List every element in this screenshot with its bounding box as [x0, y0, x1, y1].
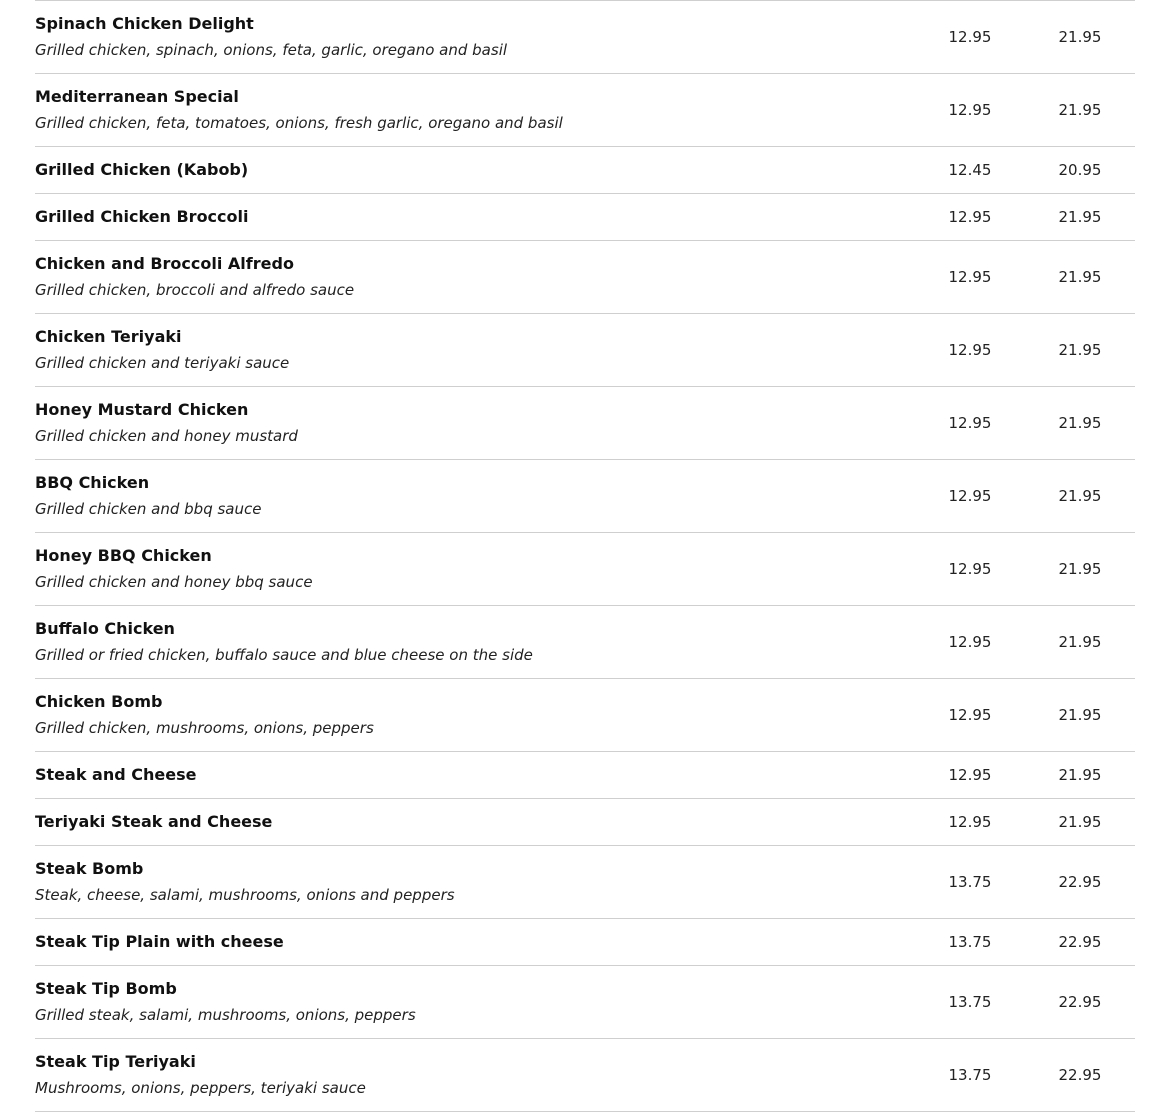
menu-item-price-small: 12.95 — [948, 101, 992, 119]
menu-item-description: Grilled chicken, feta, tomatoes, onions, fresh garlic, oregano and basil — [35, 114, 563, 132]
menu-item-price-large: 21.95 — [1058, 766, 1102, 784]
menu-item-price-large: 22.95 — [1058, 933, 1102, 951]
menu-item-row — [35, 1039, 1135, 1112]
menu-item-row — [35, 74, 1135, 147]
menu-item-price-small: 12.95 — [948, 268, 992, 286]
menu-item-info — [35, 1052, 915, 1098]
menu-item-description: Grilled or fried chicken, buffalo sauce and blue cheese on the side — [35, 646, 533, 664]
menu-item-name: Chicken and Broccoli Alfredo — [35, 254, 294, 273]
menu-item-description: Grilled chicken and teriyaki sauce — [35, 354, 290, 372]
menu-item-description: Grilled chicken, spinach, onions, feta, garlic, oregano and basil — [35, 41, 508, 59]
menu-list — [35, 0, 1135, 1112]
menu-item-row — [35, 460, 1135, 533]
menu-item-info — [35, 932, 915, 952]
menu-item-row — [35, 679, 1135, 752]
menu-item-info — [35, 692, 915, 738]
menu-item-description: Grilled chicken and bbq sauce — [35, 500, 262, 518]
menu-item-price-large: 22.95 — [1058, 993, 1102, 1011]
menu-item-info — [35, 812, 915, 832]
menu-item-info — [35, 400, 915, 446]
menu-item-row — [35, 147, 1135, 194]
menu-item-price-large: 21.95 — [1058, 706, 1102, 724]
menu-item-description: Grilled chicken and honey bbq sauce — [35, 573, 313, 591]
menu-item-name: BBQ Chicken — [35, 473, 150, 492]
menu-item-info — [35, 254, 915, 300]
menu-item-description: Grilled chicken, broccoli and alfredo sauce — [35, 281, 355, 299]
menu-item-name: Chicken Teriyaki — [35, 327, 182, 346]
menu-item-row — [35, 194, 1135, 241]
menu-item-info — [35, 859, 915, 905]
menu-item-info — [35, 546, 915, 592]
menu-item-row — [35, 966, 1135, 1039]
menu-item-name: Mediterranean Special — [35, 87, 239, 106]
menu-item-name: Teriyaki Steak and Cheese — [35, 812, 273, 831]
menu-item-price-small: 13.75 — [948, 933, 992, 951]
menu-item-name: Grilled Chicken (Kabob) — [35, 160, 249, 179]
menu-item-info — [35, 14, 915, 60]
menu-item-row — [35, 752, 1135, 799]
menu-item-description: Mushrooms, onions, peppers, teriyaki sauce — [35, 1079, 366, 1097]
menu-item-price-large: 21.95 — [1058, 414, 1102, 432]
menu-item-name: Buffalo Chicken — [35, 619, 175, 638]
menu-item-price-large: 22.95 — [1058, 1066, 1102, 1084]
menu-item-row — [35, 314, 1135, 387]
menu-item-name: Steak and Cheese — [35, 765, 197, 784]
menu-item-info — [35, 619, 915, 665]
menu-item-info — [35, 327, 915, 373]
menu-item-price-small: 12.95 — [948, 560, 992, 578]
menu-item-price-small: 12.95 — [948, 766, 992, 784]
menu-item-name: Honey Mustard Chicken — [35, 400, 249, 419]
menu-item-price-small: 13.75 — [948, 993, 992, 1011]
menu-item-info — [35, 473, 915, 519]
menu-item-row — [35, 846, 1135, 919]
menu-item-price-large: 21.95 — [1058, 813, 1102, 831]
menu-item-name: Grilled Chicken Broccoli — [35, 207, 249, 226]
menu-item-row — [35, 241, 1135, 314]
menu-item-description: Grilled chicken and honey mustard — [35, 427, 298, 445]
menu-item-row — [35, 919, 1135, 966]
menu-item-price-small: 12.95 — [948, 341, 992, 359]
menu-item-row — [35, 533, 1135, 606]
menu-item-row — [35, 387, 1135, 460]
menu-item-price-large: 21.95 — [1058, 633, 1102, 651]
menu-item-price-large: 21.95 — [1058, 341, 1102, 359]
menu-item-name: Honey BBQ Chicken — [35, 546, 212, 565]
menu-item-description: Grilled steak, salami, mushrooms, onions, peppers — [35, 1006, 416, 1024]
menu-item-description: Grilled chicken, mushrooms, onions, peppers — [35, 719, 374, 737]
menu-item-description: Steak, cheese, salami, mushrooms, onions and peppers — [35, 886, 455, 904]
menu-item-price-small: 13.75 — [948, 873, 992, 891]
menu-item-name: Steak Tip Bomb — [35, 979, 177, 998]
menu-item-price-small: 12.45 — [948, 161, 992, 179]
menu-item-name: Spinach Chicken Delight — [35, 14, 254, 33]
menu-item-price-small: 12.95 — [948, 28, 992, 46]
menu-item-name: Chicken Bomb — [35, 692, 163, 711]
menu-item-name: Steak Tip Teriyaki — [35, 1052, 196, 1071]
menu-item-price-small: 12.95 — [948, 633, 992, 651]
menu-item-price-large: 21.95 — [1058, 28, 1102, 46]
menu-item-price-large: 21.95 — [1058, 268, 1102, 286]
menu-item-price-small: 12.95 — [948, 208, 992, 226]
menu-item-price-small: 13.75 — [948, 1066, 992, 1084]
menu-item-price-small: 12.95 — [948, 706, 992, 724]
menu-item-row — [35, 1, 1135, 74]
menu-item-info — [35, 765, 915, 785]
menu-item-row — [35, 606, 1135, 679]
menu-item-name: Steak Tip Plain with cheese — [35, 932, 284, 951]
menu-item-price-small: 12.95 — [948, 813, 992, 831]
menu-item-price-large: 22.95 — [1058, 873, 1102, 891]
menu-item-info — [35, 160, 915, 180]
menu-item-price-large: 21.95 — [1058, 101, 1102, 119]
menu-item-name: Steak Bomb — [35, 859, 144, 878]
menu-item-price-small: 12.95 — [948, 487, 992, 505]
menu-item-info — [35, 87, 915, 133]
menu-item-price-large: 21.95 — [1058, 487, 1102, 505]
menu-item-info — [35, 979, 915, 1025]
menu-item-price-small: 12.95 — [948, 414, 992, 432]
menu-item-price-large: 21.95 — [1058, 560, 1102, 578]
menu-item-info — [35, 207, 915, 227]
menu-item-price-large: 20.95 — [1058, 161, 1102, 179]
menu-item-price-large: 21.95 — [1058, 208, 1102, 226]
menu-item-row — [35, 799, 1135, 846]
